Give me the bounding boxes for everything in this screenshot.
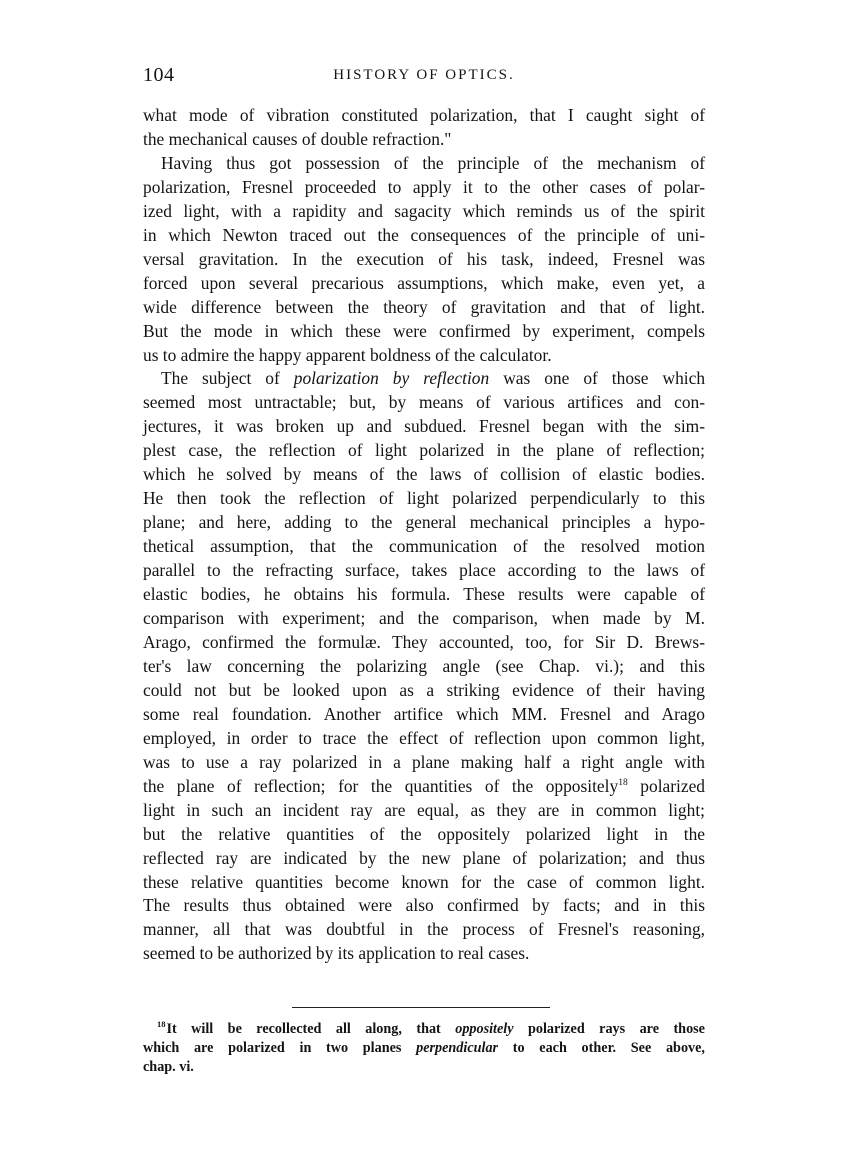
text-line: ized light, with a rapidity and sagacity which reminds us of the spirit (143, 200, 705, 221)
page-header (143, 64, 705, 88)
footnote-line: $^{18}$It will be recollected all along, that oppositely polarized rays are those (157, 1019, 705, 1037)
text-line: which he solved by means of the laws of collision of elastic bodies. (143, 464, 705, 485)
text-line: Arago, confirmed the formulæ. They accounted, too, for Sir D. Brews- (143, 631, 705, 652)
footnote-mark: 18 (157, 1019, 166, 1030)
footnote-line: chap. vi. (143, 1059, 194, 1075)
paragraph-1 (143, 104, 705, 152)
text-line: the mechanical causes of double refraction." (143, 128, 452, 149)
text-line: parallel to the refracting surface, takes place according to the laws of (143, 560, 705, 581)
text-line: employed, in order to trace the effect of reflection upon common light, (143, 727, 705, 748)
text-line: but the relative quantities of the oppositely polarized light in the (143, 823, 705, 844)
text-line: some real foundation. Another artifice which MM. Fresnel and Arago (143, 703, 705, 724)
text-line: plane; and here, adding to the general mechanical principles a hypo- (143, 512, 705, 533)
text-line: the plane of reflection; for the quantities of the oppositely$^{18}$ polarized (143, 775, 706, 796)
body-text (143, 104, 705, 966)
text-line: wide difference between the theory of gravitation and that of light. (143, 296, 705, 317)
footnote-reference: 18 (618, 776, 628, 788)
footnote-line: which are polarized in two planes perpendicular to each other. See above, (143, 1040, 705, 1056)
text-line: ter's law concerning the polarizing angle (see Chap. vi.); and this (143, 655, 705, 676)
text-line: polarization, Fresnel proceeded to apply it to the other cases of polar- (143, 176, 705, 197)
text-line: seemed most untractable; but, by means of various artifices and con- (143, 392, 705, 413)
text-line: what mode of vibration constituted polarization, that I caught sight of (143, 105, 705, 125)
text-line: was to use a ray polarized in a plane making half a right angle with (143, 751, 705, 772)
emphasis-polarization-by-reflection: polarization by reflection (293, 368, 490, 389)
footnote (143, 1020, 705, 1077)
text-line: Having thus got possession of the principle of the mechanism of (161, 152, 705, 173)
text-line: But the mode in which these were confirmed by experiment, compels (143, 320, 705, 341)
footnote-divider (292, 1007, 550, 1008)
text-line: The results thus obtained were also confirmed by facts; and in this (143, 895, 705, 916)
text-line: us to admire the happy apparent boldness of the calculator. (143, 344, 552, 365)
page-number: 104 (143, 64, 175, 86)
paragraph-3 (143, 367, 705, 966)
text-line: seemed to be authorized by its application to real cases. (143, 943, 530, 964)
text-line: versal gravitation. In the execution of his task, indeed, Fresnel was (143, 248, 705, 269)
text-line: forced upon several precarious assumptions, which make, even yet, a (143, 272, 705, 293)
text-line: reflected ray are indicated by the new plane of polarization; and thus (143, 847, 705, 868)
text-line: thetical assumption, that the communication of the resolved motion (143, 536, 705, 557)
text-line: plest case, the reflection of light polarized in the plane of reflection; (143, 440, 705, 461)
text-line: elastic bodies, he obtains his formula. These results were capable of (143, 584, 705, 605)
text-line: these relative quantities become known for the case of common light. (143, 871, 705, 892)
text-line: light in such an incident ray are equal, as they are in common light; (143, 799, 705, 820)
text-line: He then took the reflection of light polarized perpendicularly to this (143, 488, 705, 509)
paragraph-2 (143, 152, 705, 368)
text-line: comparison with experiment; and the comparison, when made by M. (143, 608, 705, 629)
text-line: manner, all that was doubtful in the process of Fresnel's reasoning, (143, 919, 705, 940)
text-line: in which Newton traced out the consequences of the principle of uni- (143, 224, 705, 245)
text-line: could not but be looked upon as a striking evidence of their having (143, 679, 705, 700)
running-head: HISTORY OF OPTICS. (333, 67, 515, 83)
text-line: The subject of polarization by reflection was one of those which (161, 368, 706, 389)
text-line: jectures, it was broken up and subdued. Fresnel began with the sim- (143, 416, 705, 437)
